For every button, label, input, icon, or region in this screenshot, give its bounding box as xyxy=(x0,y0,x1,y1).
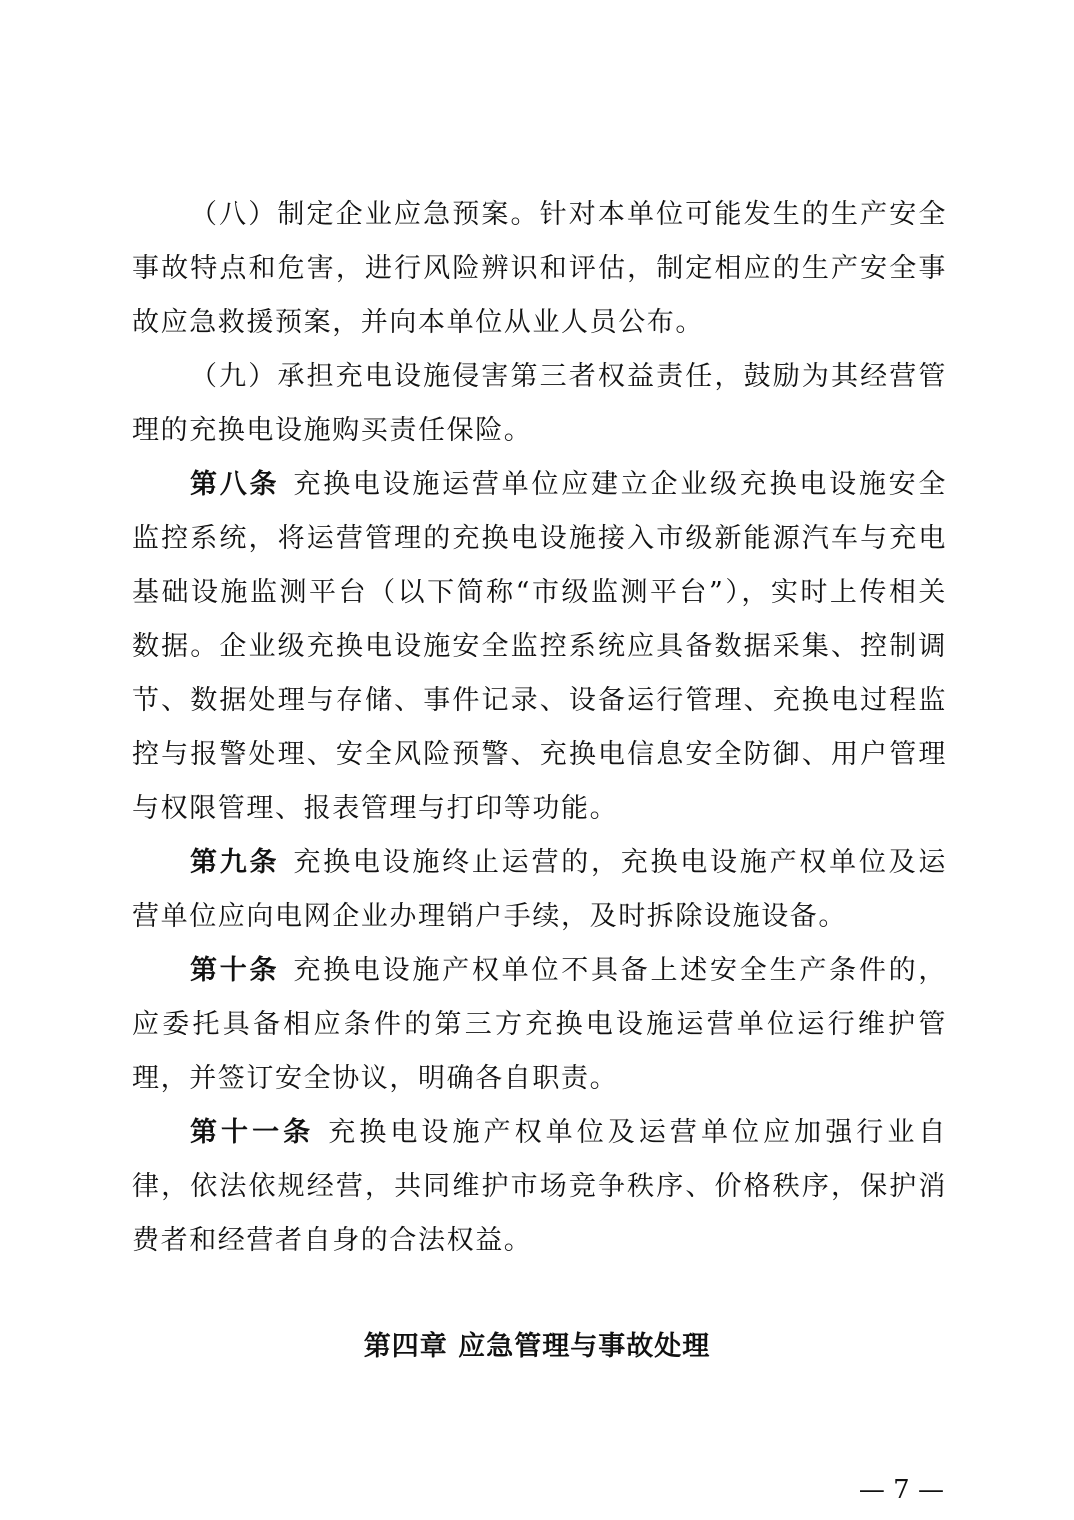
paragraph-item-8 xyxy=(132,188,947,350)
article-text: 充换电设施终止运营的，充换电设施产权单位及运营单位应向电网企业办理销户手续，及时拆除设施设备。 xyxy=(132,847,947,932)
article-text: 充换电设施运营单位应建立企业级充换电设施安全监控系统，将运营管理的充换电设施接入市级新能源汽车与充电基础设施监测平台（以下简称“市级监测平台”），实时上传相关数据。企业级充换电设施安全监控系统应具备数据采集、控制调节、数据处理与存储、事件记录、设备运行管理、充换电过程监控与报警处理、安全风险预警、充换电信息安全防御、用户管理与权限管理、报表管理与打印等功能。 xyxy=(132,469,947,824)
article-title: 第十条 xyxy=(190,955,280,986)
article-11 xyxy=(132,1106,947,1268)
chapter-heading: 第四章 应急管理与事故处理 xyxy=(363,1331,711,1362)
paragraph-text: （八）制定企业应急预案。针对本单位可能发生的生产安全事故特点和危害，进行风险辨识和评估，制定相应的生产安全事故应急救援预案，并向本单位从业人员公布。 xyxy=(132,199,947,338)
body-text xyxy=(132,188,947,1268)
paragraph-text: （九）承担充电设施侵害第三者权益责任，鼓励为其经营管理的充换电设施购买责任保险。 xyxy=(132,361,947,446)
article-8 xyxy=(132,458,947,836)
page-number: — 7 — xyxy=(858,1475,944,1505)
article-title: 第八条 xyxy=(190,469,280,500)
article-9 xyxy=(132,836,947,944)
article-title: 第十一条 xyxy=(190,1117,315,1148)
article-text: 充换电设施产权单位及运营单位应加强行业自律，依法依规经营，共同维护市场竞争秩序、价格秩序，保护消费者和经营者自身的合法权益。 xyxy=(132,1117,948,1256)
article-text: 充换电设施产权单位不具备上述安全生产条件的，应委托具备相应条件的第三方充换电设施运营单位运行维护管理，并签订安全协议，明确各自职责。 xyxy=(132,955,947,1094)
paragraph-item-9 xyxy=(132,350,947,458)
article-title: 第九条 xyxy=(190,847,280,878)
article-10 xyxy=(132,944,947,1106)
